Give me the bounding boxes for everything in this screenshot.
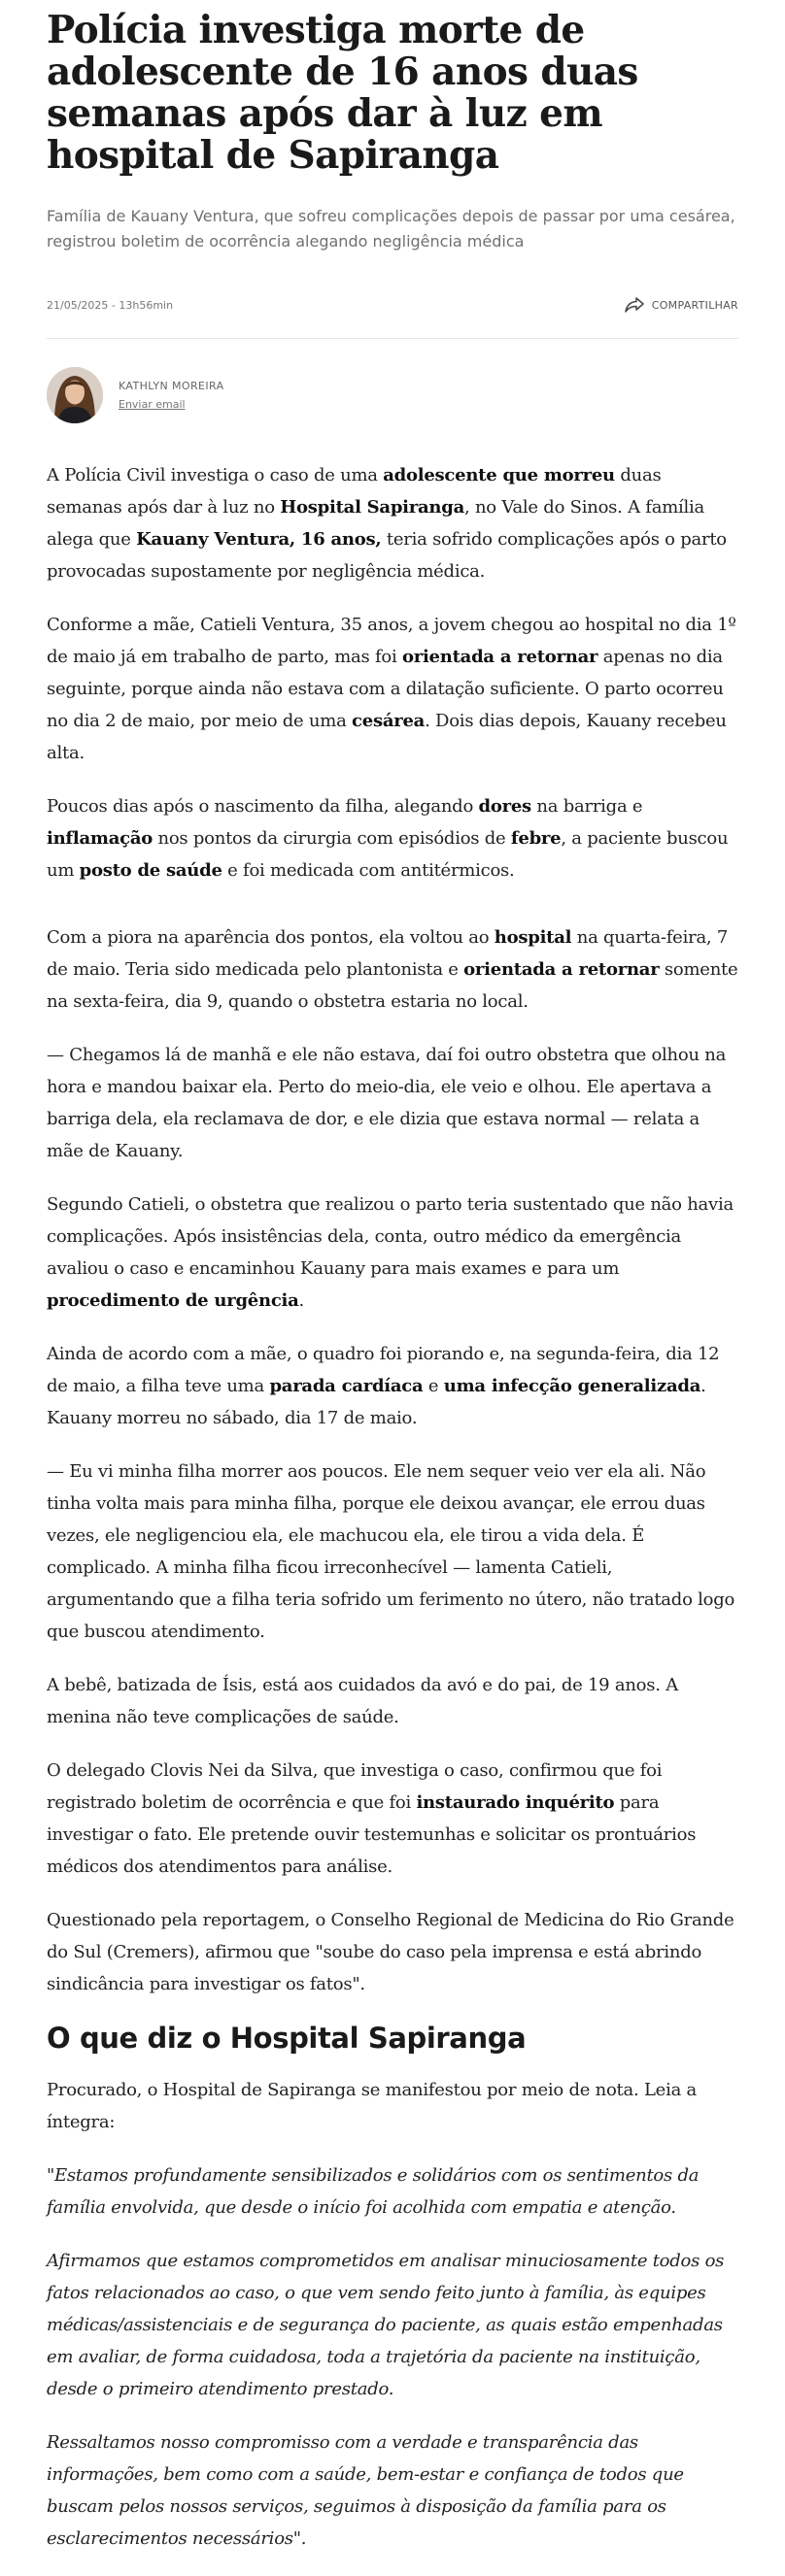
paragraph: Com a piora na aparência dos pontos, ela voltou ao hospital na quarta-feira, 7 de maio. Teria sido medicada pelo plantonista e orientada a retornar somente na sexta-feira, dia 9, quando o obstetra estaria no local. [47,927,738,1012]
quote-paragraph [47,2426,738,2555]
paragraph: Procurado, o Hospital de Sapiranga se manifestou por meio de nota. Leia a íntegra: [47,2080,698,2132]
bold-text: orientada a retornar [463,959,660,980]
article-body [47,459,738,2555]
subtitle: Família de Kauany Ventura, que sofreu complicações depois de passar por uma cesárea, registrou boletim de ocorrência alegando negligência médica [47,207,735,251]
headline: Polícia investiga morte de adolescente de 16 anos duas semanas após dar à luz em hospital de Sapiranga [47,8,638,178]
bold-text: febre [510,828,562,849]
meta-row [47,287,738,339]
article [47,0,738,2576]
bold-text: posto de saúde [79,860,222,881]
bold-text: Hospital Sapiranga [280,497,464,518]
bold-text: cesárea [352,711,426,731]
paragraph: Poucos dias após o nascimento da filha, alegando dores na barriga e inflamação nos pontos da cirurgia com episódios de febre, a paciente buscou um posto de saúde e foi medicada com antitérmicos. [47,796,729,881]
paragraph: — Eu vi minha filha morrer aos poucos. Ele nem sequer veio ver ela ali. Não tinha volta mais para minha filha, porque ele deixou avançar, ele errou duas vezes, ele negligenciou ela, ele machucou ela, ele tirou a vida dela. É complicado. A minha filha ficou irreconhecível — lamenta Catieli, argumentando que a filha teria sofrido um ferimento no útero, não tratado logo que buscou atendimento. [47,1461,735,1642]
bold-text: uma infecção generalizada [443,1376,701,1396]
bold-text: inflamação [47,828,154,849]
author-block [47,364,738,426]
bold-text: adolescente que morreu [383,465,615,485]
paragraph: A bebê, batizada de Ísis, está aos cuidados da avó e do pai, de 19 anos. A menina não teve complicações de saúde. [47,1675,678,1727]
avatar [47,367,103,423]
quote-paragraph [47,2159,738,2224]
publish-date: 21/05/2025 - 13h56min [47,298,174,312]
share-button[interactable] [625,297,738,313]
paragraph: O delegado Clovis Nei da Silva, que investiga o caso, confirmou que foi registrado boletim de ocorrência e que foi instaurado inquérito para investigar o fato. Ele pretende ouvir testemunhas e solicitar os prontuários médicos dos atendimentos para análise. [47,1760,697,1877]
paragraph: Conforme a mãe, Catieli Ventura, 35 anos, a jovem chegou ao hospital no dia 1º de maio já em trabalho de parto, mas foi orientada a retornar apenas no dia seguinte, porque ainda não estava com a dilatação suficiente. O parto ocorreu no dia 2 de maio, por meio de uma cesárea. Dois dias depois, Kauany recebeu alta. [47,615,736,763]
paragraph: Questionado pela reportagem, o Conselho Regional de Medicina do Rio Grande do Sul (Cremers), afirmou que "soube do caso pela imprensa e está abrindo sindicância para investigar os fatos". [47,1910,734,1994]
paragraph: A Polícia Civil investiga o caso de uma adolescente que morreu duas semanas após dar à luz no Hospital Sapiranga, no Vale do Sinos. A família alega que Kauany Ventura, 16 anos, teria sofrido complicações após o parto provocadas supostamente por negligência médica. [47,465,727,582]
bold-text: procedimento de urgência [47,1290,299,1311]
send-email-link[interactable]: Enviar email [119,398,186,411]
bold-text: Kauany Ventura, 16 anos, [136,529,382,550]
section-heading: O que diz o Hospital Sapiranga [47,2022,527,2055]
bold-text: hospital [494,927,572,948]
quote-paragraph [47,2245,738,2405]
bold-text: instaurado inquérito [416,1792,615,1813]
bold-text: orientada a retornar [401,647,598,667]
bold-text: parada cardíaca [269,1376,424,1396]
italic-text: "Estamos profundamente sensibilizados e solidários com os sentimentos da família envolvida, que desde o início foi acolhida com empatia e atenção. [47,2165,700,2218]
bold-text: dores [478,796,531,817]
author-name: KATHLYN MOREIRA [119,380,224,392]
share-arrow-icon [625,297,644,313]
italic-text: Ressaltamos nosso compromisso com a verdade e transparência das informações, bem como com a saúde, bem-estar e confiança de todos que buscam pelos nossos serviços, seguimos à disposição da família para os esclarecimentos necessários". [47,2432,684,2549]
share-label: COMPARTILHAR [651,298,738,312]
paragraph: Ainda de acordo com a mãe, o quadro foi piorando e, na segunda-feira, dia 12 de maio, a filha teve uma parada cardíaca e uma infecção generalizada. Kauany morreu no sábado, dia 17 de maio. [47,1344,720,1428]
italic-text: Afirmamos que estamos comprometidos em analisar minuciosamente todos os fatos relacionados ao caso, o que vem sendo feito junto à família, às equipes médicas/assistenciais e de segurança do paciente, as quais estão empenhadas em avaliar, de forma cuidadosa, toda a trajetória da paciente na instituição, desde o primeiro atendimento prestado. [47,2251,725,2399]
paragraph: — Chegamos lá de manhã e ele não estava, daí foi outro obstetra que olhou na hora e mandou baixar ela. Perto do meio-dia, ele veio e olhou. Ele apertava a barriga dela, ela reclamava de dor, e ele dizia que estava normal — relata a mãe de Kauany. [47,1045,727,1161]
paragraph: Segundo Catieli, o obstetra que realizou o parto teria sustentado que não havia complicações. Após insistências dela, conta, outro médico da emergência avaliou o caso e encaminhou Kauany para mais exames e para um procedimento de urgência. [47,1194,734,1311]
